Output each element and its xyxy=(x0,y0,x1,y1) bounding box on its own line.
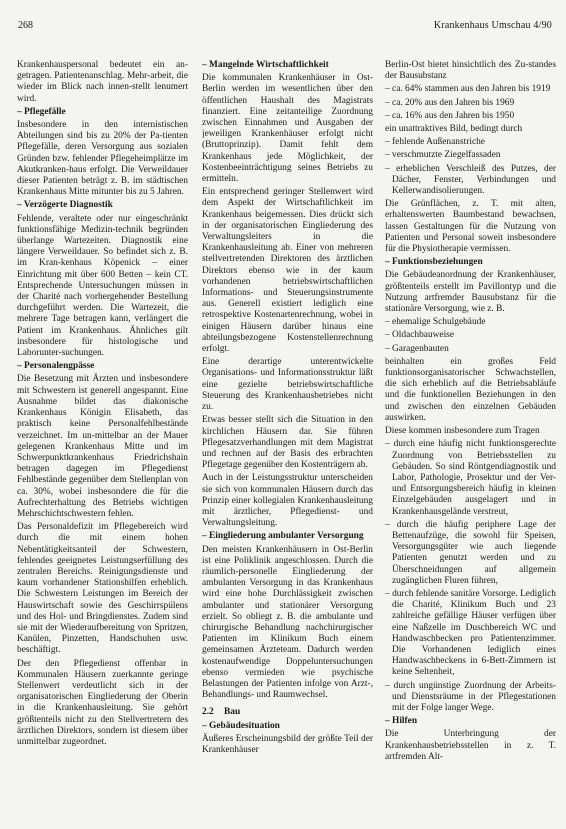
list-item: – ca. 16% aus den Jahren bis 1950 xyxy=(385,110,515,121)
list-item: – fehlende Außenanstriche xyxy=(385,137,485,148)
subheading: – Eingliederung ambulanter Versorgung xyxy=(202,531,364,542)
paragraph: Diese kommen insbesondere zum Tragen xyxy=(385,426,540,437)
subheading: – Mangelnde Wirtschaftlichkeit xyxy=(202,60,329,70)
list-item: – durch fehlende sanitäre Vorsorge. Lediglich die Charité, Klinikum Buch und 23 zahlreiche gefällige Häuser verfügen über eine Naßzelle im Duschbereich WC und Handwaschbecken pro Patientenzimmer. Die Vorhandenen lediglich eines Handwaschbeckens in 6-Bett-Zimmern ist keine Seltenheit, xyxy=(385,588,556,678)
subheading: – Gebäudesituation xyxy=(202,720,280,731)
running-head: Krankenhaus Umschau 4/90 xyxy=(433,20,552,31)
list-item: – erheblichen Verschleiß des Putzes, der Dächer, Fenster, Verbindungen und Kellerwandisolierungen. xyxy=(385,163,556,197)
paragraph: Eine derartige unterentwickelte Organisations- und Informationsstruktur läßt eine gezielte betriebswirtschaftliche Steuerung des Krankenhausbetriebes nicht zu. xyxy=(202,357,373,413)
list-item: – ca. 64% stammen aus den Jahren bis 1919 xyxy=(385,84,551,95)
paragraph: Äußeres Erscheinungsbild der größte Teil der Krankenhäuser xyxy=(202,733,373,755)
section-title-text: Bau xyxy=(224,707,241,718)
paragraph: Die kommunalen Krankenhäuser in Ost-Berlin werden im wesentlichen über den öffentlichen Haushalt des Magistrats finanziert. Eine zeitanteilige Zuordnung zwischen Einnahmen und Ausgaben der jeweiligen Krankenhäuser erfolgt nicht (Bruttoprinzip). Damit fehlt dem Krankenhaus jede Möglichkeit, der Kostenbeeinträchtigung seines Betriebs zu ermitteln. xyxy=(202,73,373,185)
list-item: – durch ungünstige Zuordnung der Arbeits- und Dienstsräume in der Pflegestationen mit der Folge langer Wege. xyxy=(385,680,556,713)
page-header xyxy=(18,20,552,34)
paragraph: ein unattraktives Bild, bedingt durch xyxy=(385,124,523,135)
paragraph: beinhalten ein großes Feld funktionsorganisatorischer Schwachstellen, die sich erheblich auf die Betriebsabläufe und die funktionellen Beziehungen in den und zwischen den einzelnen Gebäuden auswirken. xyxy=(385,356,556,423)
paragraph: Etwas besser stellt sich die Situation in den kirchlichen Häusern dar. Sie führen Pflegesatzverhandlungen mit dem Magistrat und rechnen auf der Basis des erbrachten Pflegetage gegenüber den Kostenträgern ab. xyxy=(202,415,373,471)
text-column-3 xyxy=(385,60,556,815)
section-heading xyxy=(202,707,373,718)
section-number: 2.2 xyxy=(202,707,214,718)
text-column-2 xyxy=(202,60,373,815)
list-item: – ehemalige Schulgebäude xyxy=(385,317,486,328)
list-item: – ca. 20% aus den Jahren bis 1969 xyxy=(385,97,515,108)
subheading: – Pflegefälle xyxy=(17,106,66,117)
paragraph: Den meisten Krankenhäusern in Ost-Berlin ist eine Poliklinik angeschlossen. Durch die räumlich-personelle Eingliederung der ambulanten Versorgung in das Krankenhaus wird eine hohe Durchlässigkeit zwischen ambulanter und stationärer Versorgung erzielt. So obliegt z. B. die ambulante und chirurgische Behandlung nachchirurgischer Patienten im Klinikum Buch einem gemeinsamen Ärzteteam. Dadurch werden kostenaufwendige Doppeluntersuchungen ebenso vermieden wie psychische Belastungen der Patienten infolge von Arzt-, Behandlungs- und Raumwechsel. xyxy=(202,544,373,701)
text-column-1 xyxy=(17,60,188,815)
list-item: – verschmutzte Ziegelfassaden xyxy=(385,150,501,161)
paragraph: Ein entsprechend geringer Stellenwert wird dem Aspekt der Wirtschaftlichkeit im Krankenhaus beigemessen. Dies drückt sich in der organisatorischen Eingliederung des Verwaltungsleiters in die Krankenhausleitung ab. Einer von mehreren stellvertretenden Direktoren des ärztlichen Direktors ebenso wie in der kaum vorhandenen betriebswirtschaftlichen Informations- und Steuerungsinstrumente aus. Generell existiert lediglich eine retrospektive Kostenartenrechnung, wobei in einigen Häusern darüber hinaus eine abteilungsbezogene Kostenstellenrechnung erfolgt. xyxy=(202,187,373,355)
list-item: – Oldachbauweise xyxy=(385,330,454,341)
list-item: – durch eine häufig nicht funktionsgerechte Zuordnung von Betriebsstellen zu Gebäuden. So sind Röntgendiagnostik und Labor, Pathologie, Prosektur und der Ver- und Entsorgungsbereich häufig in kleinen Einzelgebäuden ausgelagert und in Krankenhausgelände verstreut, xyxy=(385,439,556,517)
paragraph: Die Grünflächen, z. T. mit alten, erhaltenswerten Baumbestand bewachsen, lassen Gestaltungen für die Nutzung von Patienten und Personal soweit insbesondere für die Physiotherapie vermissen. xyxy=(385,199,556,255)
paragraph: Die Besetzung mit Ärzten und insbesondere mit Schwestern ist generell angespannt. Eine Ausnahme bildet das diakonische Krankenhaus Königin Elisabeth, das praktisch keine Personalfehlbestände verzeichnet. Im un-mittelbar an der Mauer gelegenen Krankenhaus Mitte und im Schwerpunktkrankenhaus Friedrichshain betragen dagegen im Pflegedienst Fehlbestände gegenüber dem Stellenplan von ca. 30%, wobei insbesondere die für die Aufrechterhaltung des Betriebs wichtigen Mehrschichtschwestern fehlen. xyxy=(17,374,188,519)
subheading: – Personalengpässe xyxy=(17,361,95,372)
list-item: – Garagenbauten xyxy=(385,343,449,354)
subheading: – Funktionsbeziehungen xyxy=(385,257,483,268)
paragraph: Das Personaldefizit im Pflegebereich wird durch die mit einem hohen Nebentätigkeitsanteil der Schwestern, fehlendes geeignetes Leistungserfüllung des zentralen Bereichs. Reinigungsdienste und kaum vorhandener Stationshilfen erheblich. Die Schwestern Leistungen im Bereich der Hauswirtschaft sowie des Geschirrspülens und des Hol- und Bringdienstes. Zudem sind sie mit der Wiederaufbereitung von Spritzen, Kanülen, Pinzetten, Handschuhen usw. beschäftigt. xyxy=(17,522,188,656)
paragraph: Fehlende, veraltete oder nur eingeschränkt funktionsfähige Medizin-technik begründen überlange Wartezeiten. Diagnostik eine längere Verweildauer. So befindet sich z. B. im Kran-kenhaus Köpenick – einer Einrichtung mit über 600 Betten – kein CT. Entsprechende Untersuchungen müssen in der Charité nach vorhergehender Bestellung durchgeführt werden. Die Wartezeit, die mehrere Tage betragen kann, verlängert die Patient im Krankenhaus. Ähnliches gilt insbesondere für histologische und Laborunter-suchungen. xyxy=(17,213,188,359)
paragraph: Insbesondere in den internistischen Abteilungen sind bis zu 20% der Pa-tienten Pflegefälle, deren Versorgung aus sozialen Gründen bzw. fehlender Pflegeheimplätze im Akutkranken-haus erfolgt. Die Verweildauer dieser Patienten beträgt z. B. im städtischen Krankenhaus Mitte mitunter bis zu 5 Jahren. xyxy=(17,120,188,198)
paragraph: Auch in der Leistungsstruktur unterscheiden sie sich von kommunalen Häusern durch das Prinzip einer kollegialen Krankenhausleitung mit ärztlicher, Pflegedienst- und Verwaltungsleitung. xyxy=(202,473,373,529)
paragraph: Die Unterbringung der Krankenhausbetriebsstellen in z. T. artfremden Alt- xyxy=(385,729,556,762)
paragraph: Berlin-Ost bietet hinsichtlich des Zu-standes der Bausubstanz xyxy=(385,60,556,82)
subheading: – Verzögerte Diagnostik xyxy=(17,200,113,211)
list-item: – durch die häufig periphere Lage der Bettenaufzüge, die sowohl für Speisen, Versorgungsgüter wie auch liegende Patienten genutzt werden und zu Überschneidungen auf allgemein zugänglichen Fluren führen, xyxy=(385,519,556,586)
paragraph: Der den Pflegedienst offenbar in Kommunalen Häusern zuerkannte geringe Stellenwert verdeutlicht sich in der organisatorischen Eingliederung der Oberin in die Krankenhausleitung. Sie gehört größtenteils nicht zu den Stellvertretern des ärztlichen Direktors, sondern ist diesem über unmittelbar zugeordnet. xyxy=(17,658,188,747)
page-number: 268 xyxy=(18,20,33,31)
paragraph: Krankenhauspersonal bedeutet ein an-getragen. Patientenanschlag. Mehr-arbeit, die wieder im Blick nach innen-stellt lenumert wird. xyxy=(17,60,188,104)
paragraph: Die Gebäudeanordnung der Krankenhäuser, größtenteils erstellt im Pavillontyp und die Nutzung artfremder Bausubstanz für die stationäre Versorgung, wie z. B. xyxy=(385,270,556,315)
subheading: – Hilfen xyxy=(385,716,418,727)
